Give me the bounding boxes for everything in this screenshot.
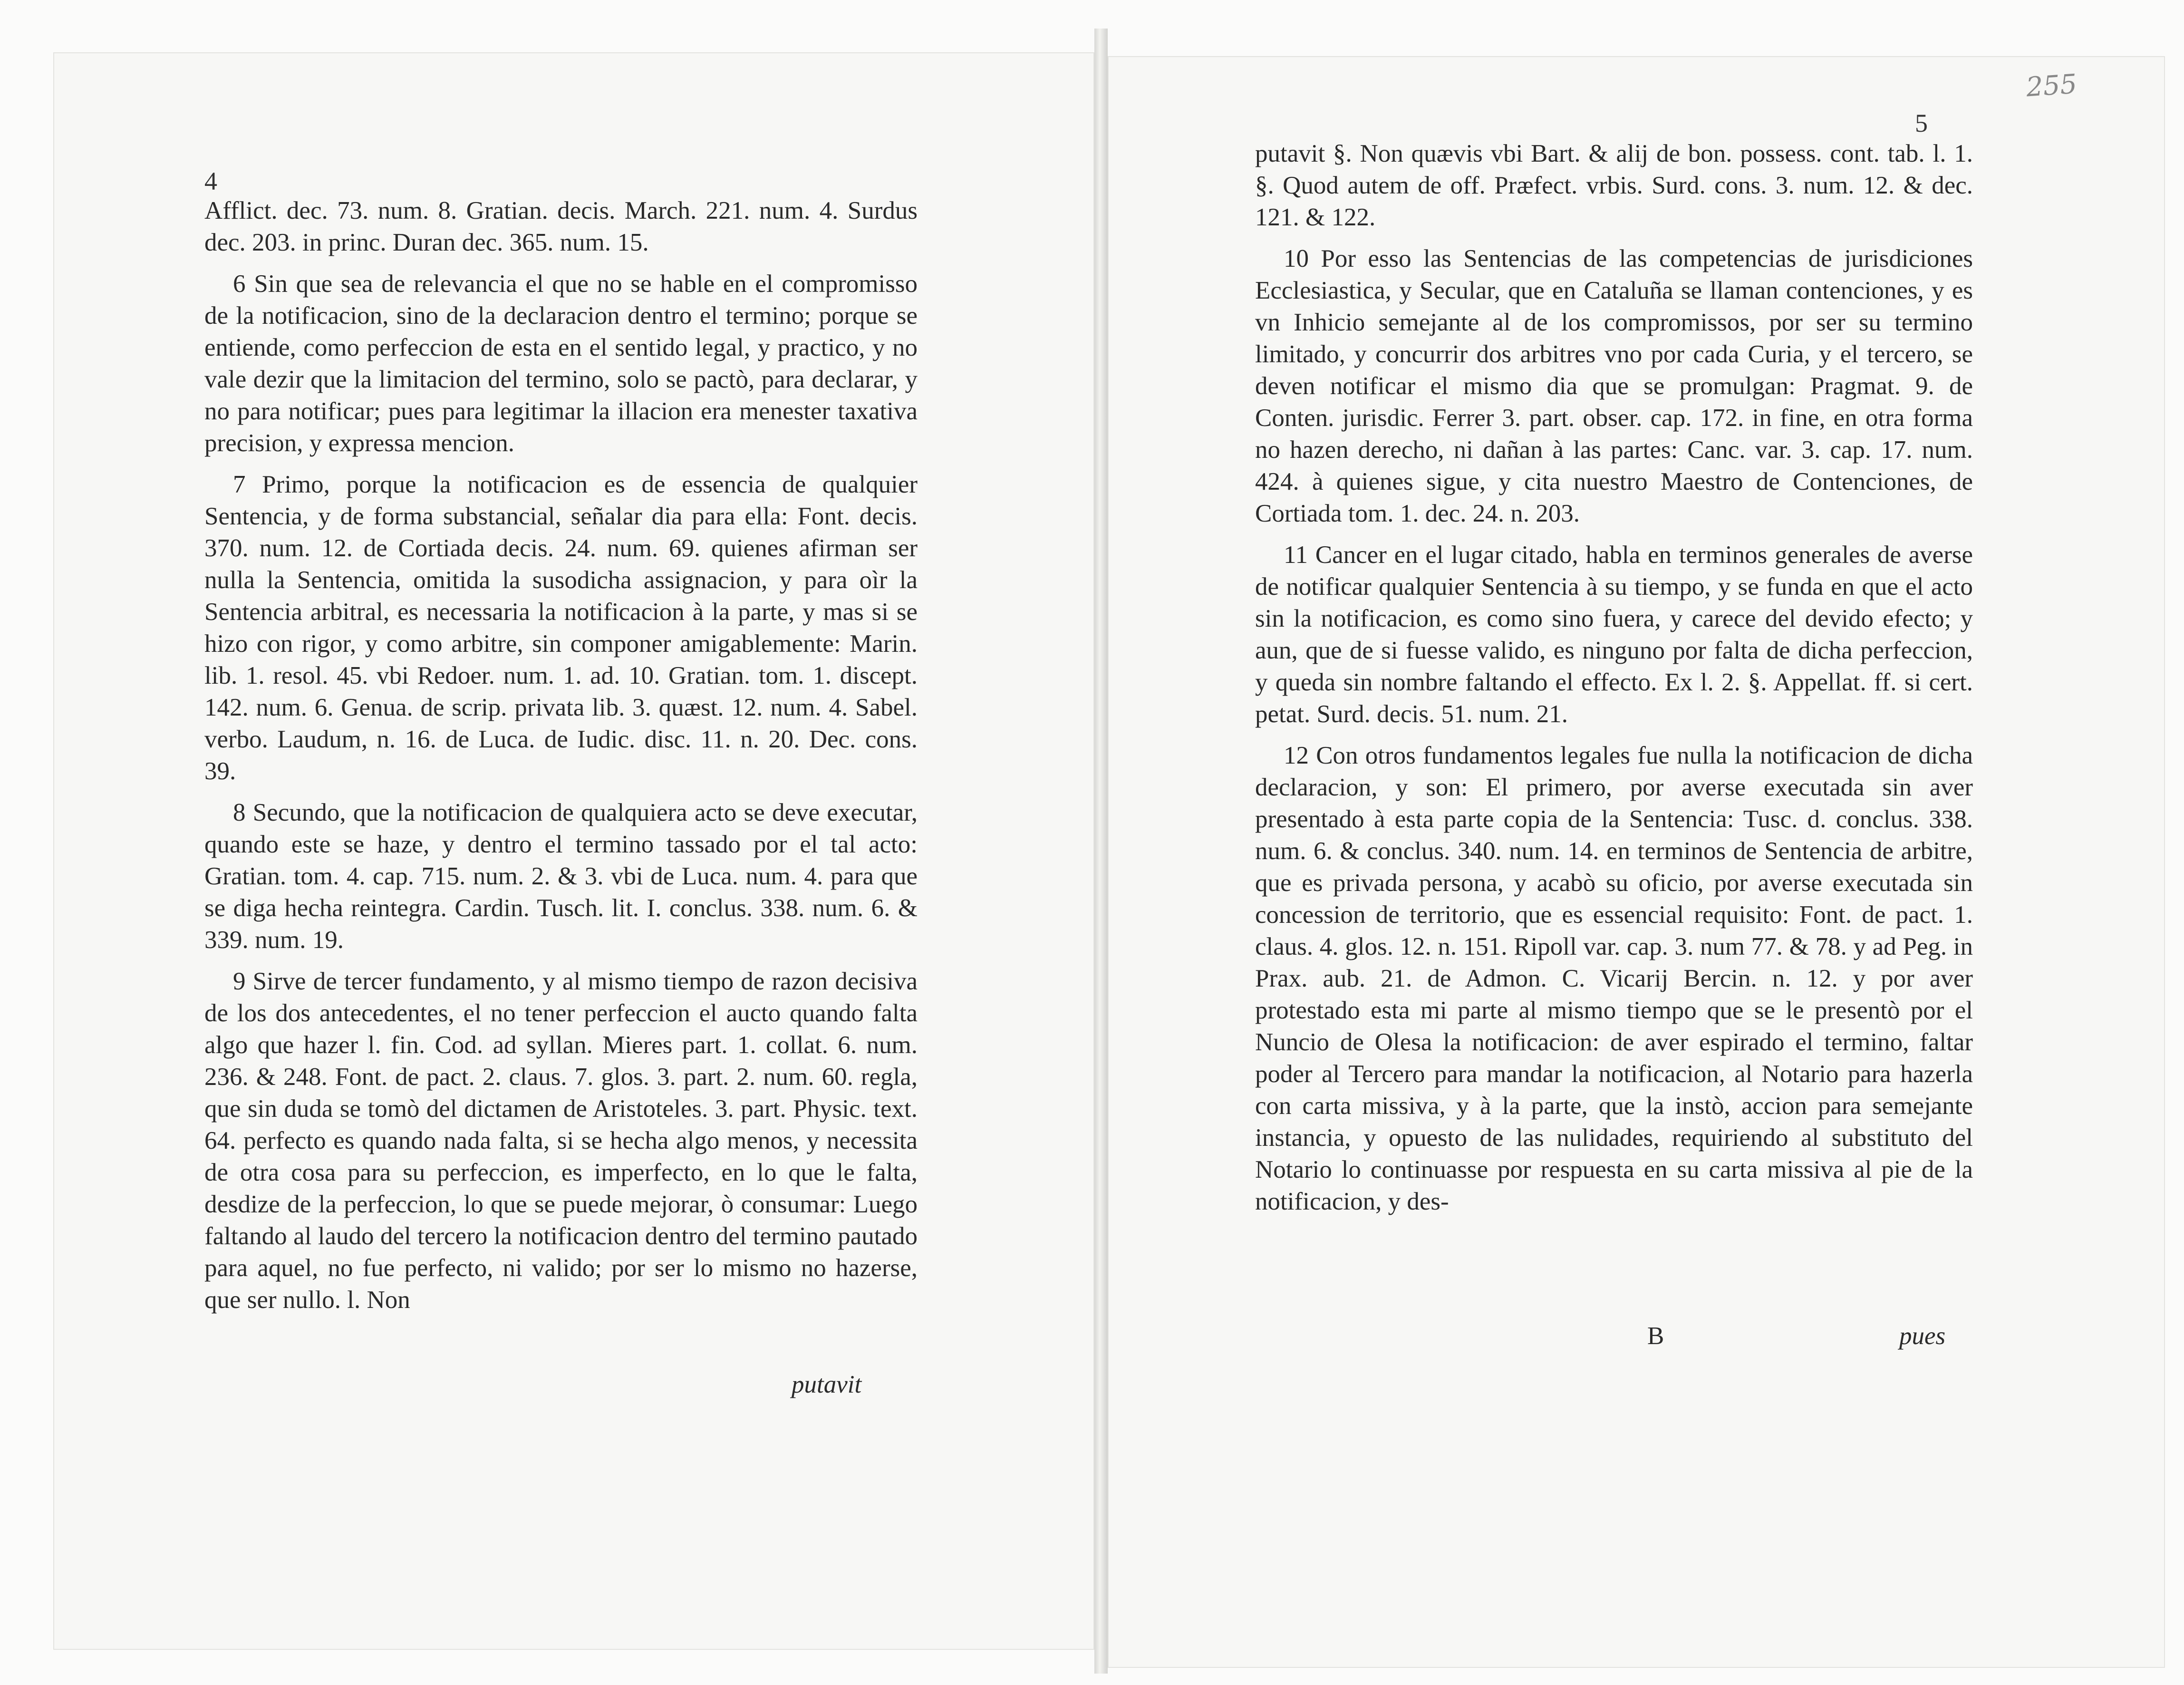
right-paragraph: 10 Por esso las Sentencias de las competencias de jurisdiciones Ecclesiastica, y Secular, que en Cataluña se llaman contenciones, y es vn Inhicio semejante al de los compromissos, por ser su termino limitado, y concurrir dos arbitres vno por cada Curia, y el tercero, se deven notificar el mismo dia que se promulgan: Pragmat. 9. de Conten. jurisdic. Ferrer 3. part. obser. cap. 172. in fine, en otra forma no hazen derecho, ni dañan à las partes: Canc. var. 3. cap. 17. num. 424. à quienes sigue, y cita nuestro Maestro de Contenciones, de Cortiada tom. 1. dec. 24. n. 203.: [1255, 245, 1973, 527]
right-paragraph: putavit §. Non quævis vbi Bart. & alij de bon. possess. cont. tab. l. 1. §. Quod autem de off. Præfect. vrbis. Surd. cons. 3. num. 12. & dec. 121. & 122.: [1255, 140, 1973, 231]
right-page-text: [1255, 138, 1973, 1227]
left-paragraph: Afflict. dec. 73. num. 8. Gratian. decis. March. 221. num. 4. Surdus dec. 203. in princ. Duran dec. 365. num. 15.: [204, 197, 918, 256]
left-catchword: putavit: [792, 1371, 862, 1398]
page-gutter: [1094, 29, 1108, 1674]
left-paragraph: 7 Primo, porque la notificacion es de essencia de qualquier Sentencia, y de forma substancial, señalar dia para ella: Font. decis. 370. num. 12. de Cortiada decis. 24. num. 69. quienes afirman ser nulla la Sentencia, omitida la susodicha assignacion, y para oìr la Sentencia arbitral, es necessaria la notificacion à la parte, y mas si se hizo con rigor, y como arbitre, sin componer amigablemente: Marin. lib. 1. resol. 45. vbi Redoer. num. 1. ad. 10. Gratian. tom. 1. discept. 142. num. 6. Genua. de scrip. privata lib. 3. quæst. 12. num. 4. Sabel. verbo. Laudum, n. 16. de Luca. de Iudic. disc. 11. n. 20. Dec. cons. 39.: [204, 471, 918, 785]
left-paragraph: 6 Sin que sea de relevancia el que no se hable en el compromisso de la notificacion, sino de la declaracion dentro el termino; porque se entiende, como perfeccion de esta en el sentido legal, y practico, y no vale dezir que la limitacion del termino, solo se pactò, para declarar, y no para notificar; pues para legitimar la illacion era menester taxativa precision, y expressa mencion.: [204, 270, 918, 457]
right-paragraph: 12 Con otros fundamentos legales fue nulla la notificacion de dicha declaracion, y son: El primero, por averse executada sin aver presentado à esta parte copia de la Sentencia: Tusc. d. conclus. 338. num. 6. & conclus. 340. num. 14. en terminos de Sentencia de arbitre, que es privada persona, y acabò su oficio, por averse executada sin concession de territorio, que es essencial requisito: Font. de pact. 1. claus. 4. glos. 12. n. 151. Ripoll var. cap. 3. num 77. & 78. y ad Peg. in Prax. aub. 21. de Admon. C. Vicarij Bercin. n. 12. y por aver protestado esta mi parte al mismo tiempo que se le presentò por el Nuncio de Olesa la notificacion: de aver espirado el termino, faltar poder al Tercero para mandar la notificacion, al Notario para hazerla con carta missiva, y à la parte, que la instò, accion para semejante instancia, y opuesto de las nulidades, requiriendo al substituto del Notario lo continuasse por respuesta en su carta missiva al pie de la notificacion, y des-: [1255, 742, 1973, 1215]
folio-number: 255: [2025, 68, 2078, 103]
left-paragraph: 9 Sirve de tercer fundamento, y al mismo tiempo de razon decisiva de los dos antecedentes, el no tener perfeccion el aucto quando falta algo que hazer l. fin. Cod. ad syllan. Mieres part. 1. collat. 6. num. 236. & 248. Font. de pact. 2. claus. 7. glos. 3. part. 2. num. 60. regla, que sin duda se tomò del dictamen de Aristoteles. 3. part. Physic. text. 64. perfecto es quando nada falta, si se hecha algo menos, y necessita de otra cosa para su perfeccion, es imperfecto, en lo que le falta, desdize de la perfeccion, lo que se puede mejorar, ò consumar: Luego faltando al laudo del tercero la notificacion dentro del termino pautado para aquel, no fue perfecto, ni valido; por ser lo mismo no hazerse, que ser nullo. l. Non: [204, 968, 918, 1314]
left-paragraph: 8 Secundo, que la notificacion de qualquiera acto se deve executar, quando este se haze, y dentro el termino tassado por el tal acto: Gratian. tom. 4. cap. 715. num. 2. & 3. vbi de Luca. num. 4. para que se diga hecha reintegra. Cardin. Tusch. lit. I. conclus. 338. num. 6. & 339. num. 19.: [204, 799, 918, 954]
left-page-number: 4: [204, 167, 217, 195]
right-page-number: 5: [1915, 109, 1928, 137]
right-catchword: pues: [1899, 1322, 1946, 1350]
left-page-text: [204, 195, 918, 1326]
right-paragraph: 11 Cancer en el lugar citado, habla en terminos generales de averse de notificar qualquier Sentencia à su tiempo, y se funda en que el acto sin la notificacion, es como sino fuera, y carece del devido efecto; y aun, que de si fuesse valido, es ninguno por falta de dicha perfeccion, y queda sin nombre faltando el effecto. Ex l. 2. §. Appellat. ff. si cert. petat. Surd. decis. 51. num. 21.: [1255, 541, 1973, 728]
signature-mark: B: [1647, 1322, 1664, 1350]
